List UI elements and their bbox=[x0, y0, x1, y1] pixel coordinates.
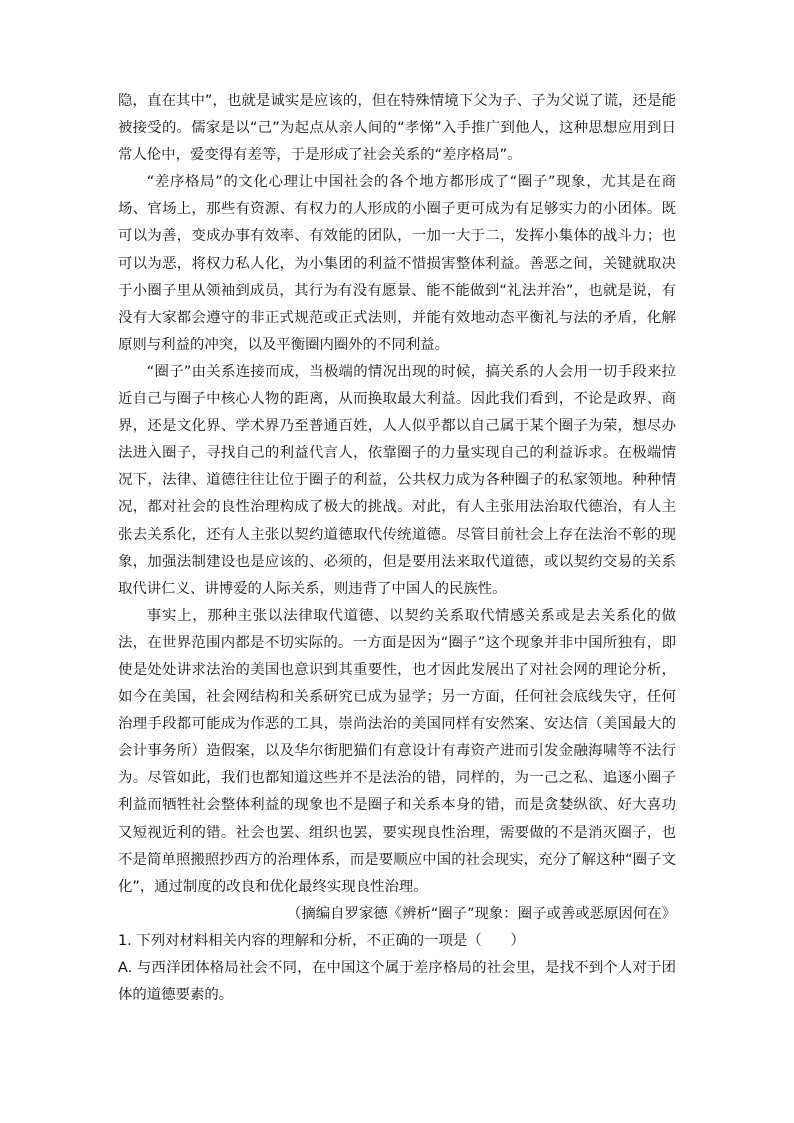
paragraph-4: 事实上，那种主张以法律取代道德、以契约关系取代情感关系或是去关系化的做法，在世界范围内都是不切实际的。一方面是因为“圈子”这个现象并非中国所独有，即使是处处讲求法治的美国也意识到其重要性，也才因此发展出了对社会网的理论分析，如今在美国，社会网结构和关系研究已成为显学；另一方面，任何社会底线失守，任何治理手段都可能成为作恶的工具，崇尚法治的美国同样有安然案、安达信（美国最大的会计事务所）造假案，以及华尔街肥猫们有意设计有毒资产进而引发金融海啸等不法行为。尽管如此，我们也都知道这些并不是法治的错，同样的，为一己之私、追逐小圈子利益而牺牲社会整体利益的现象也不是圈子和关系本身的错，而是贪婪纵欲、好大喜功又短视近利的错。社会也罢、组织也罢，要实现良性治理，需要做的不是消灭圈子，也不是简单照搬照抄西方的治理体系，而是要顺应中国的社会现实，充分了解这种“圈子文化”，通过制度的改良和优化最终实现良性治理。 bbox=[118, 607, 676, 895]
paragraph-2: “差序格局”的文化心理让中国社会的各个地方都形成了“圈子”现象，尤其是在商场、官场上，那些有资源、有权力的人形成的小圈子更可成为有足够实力的小团体。既可以为善，变成办事有效率、有效能的团队，一加一大于二，发挥小集体的战斗力；也可以为恶，将权力私人化，为小集团的利益不惜损害整体利益。善恶之间，关键就取决于小圈子里从领袖到成员，其行为有没有愿景、能不能做到“礼法并治”，也就是说，有没有大家都会遵守的非正式规范或正式法则，并能有效地动态平衡礼与法的矛盾，化解原则与利益的冲突，以及平衡圈内圈外的不同利益。 bbox=[118, 174, 676, 353]
paragraph-3: “圈子”由关系连接而成，当极端的情况出现的时候，搞关系的人会用一切手段来拉近自己与圈子中核心人物的距离，从而换取最大利益。因此我们看到，不论是政界、商界，还是文化界、学术界乃至普通百姓，人人似乎都以自己属于某个圈子为荣，想尽办法进入圈子，寻找自己的利益代言人，依靠圈子的力量实现自己的利益诉求。在极端情况下，法律、道德往往让位于圈子的利益，公共权力成为各种圈子的私家领地。种种情况，都对社会的良性治理构成了极大的挑战。对此，有人主张用法治取代德治，有人主张去关系化，还有人主张以契约道德取代传统道德。尽管目前社会上存在法治不彰的现象，加强法制建设也是应该的、必须的，但是要用法来取代道德，或以契约交易的关系取代讲仁义、讲博爱的人际关系，则违背了中国人的民族性。 bbox=[118, 363, 676, 597]
source-citation: （摘编自罗家德《辨析“圈子”现象：圈子或善或恶原因何在》 bbox=[286, 905, 676, 922]
paragraph-1: 隐，直在其中”，也就是诚实是应该的，但在特殊情境下父为子、子为父说了谎，还是能被接受的。儒家是以“己”为起点从亲人间的“孝悌”入手推广到他人，这种思想应用到日常人伦中，爱变得有差等，于是形成了社会关系的“差序格局”。 bbox=[118, 93, 676, 164]
question-1: 1. 下列对材料相关内容的理解和分析，不正确的一项是（ ） bbox=[118, 932, 525, 949]
document-page bbox=[118, 88, 676, 1009]
option-a: A. 与西洋团体格局社会不同，在中国这个属于差序格局的社会里，是找不到个人对于团体的道德要素的。 bbox=[118, 960, 676, 1004]
